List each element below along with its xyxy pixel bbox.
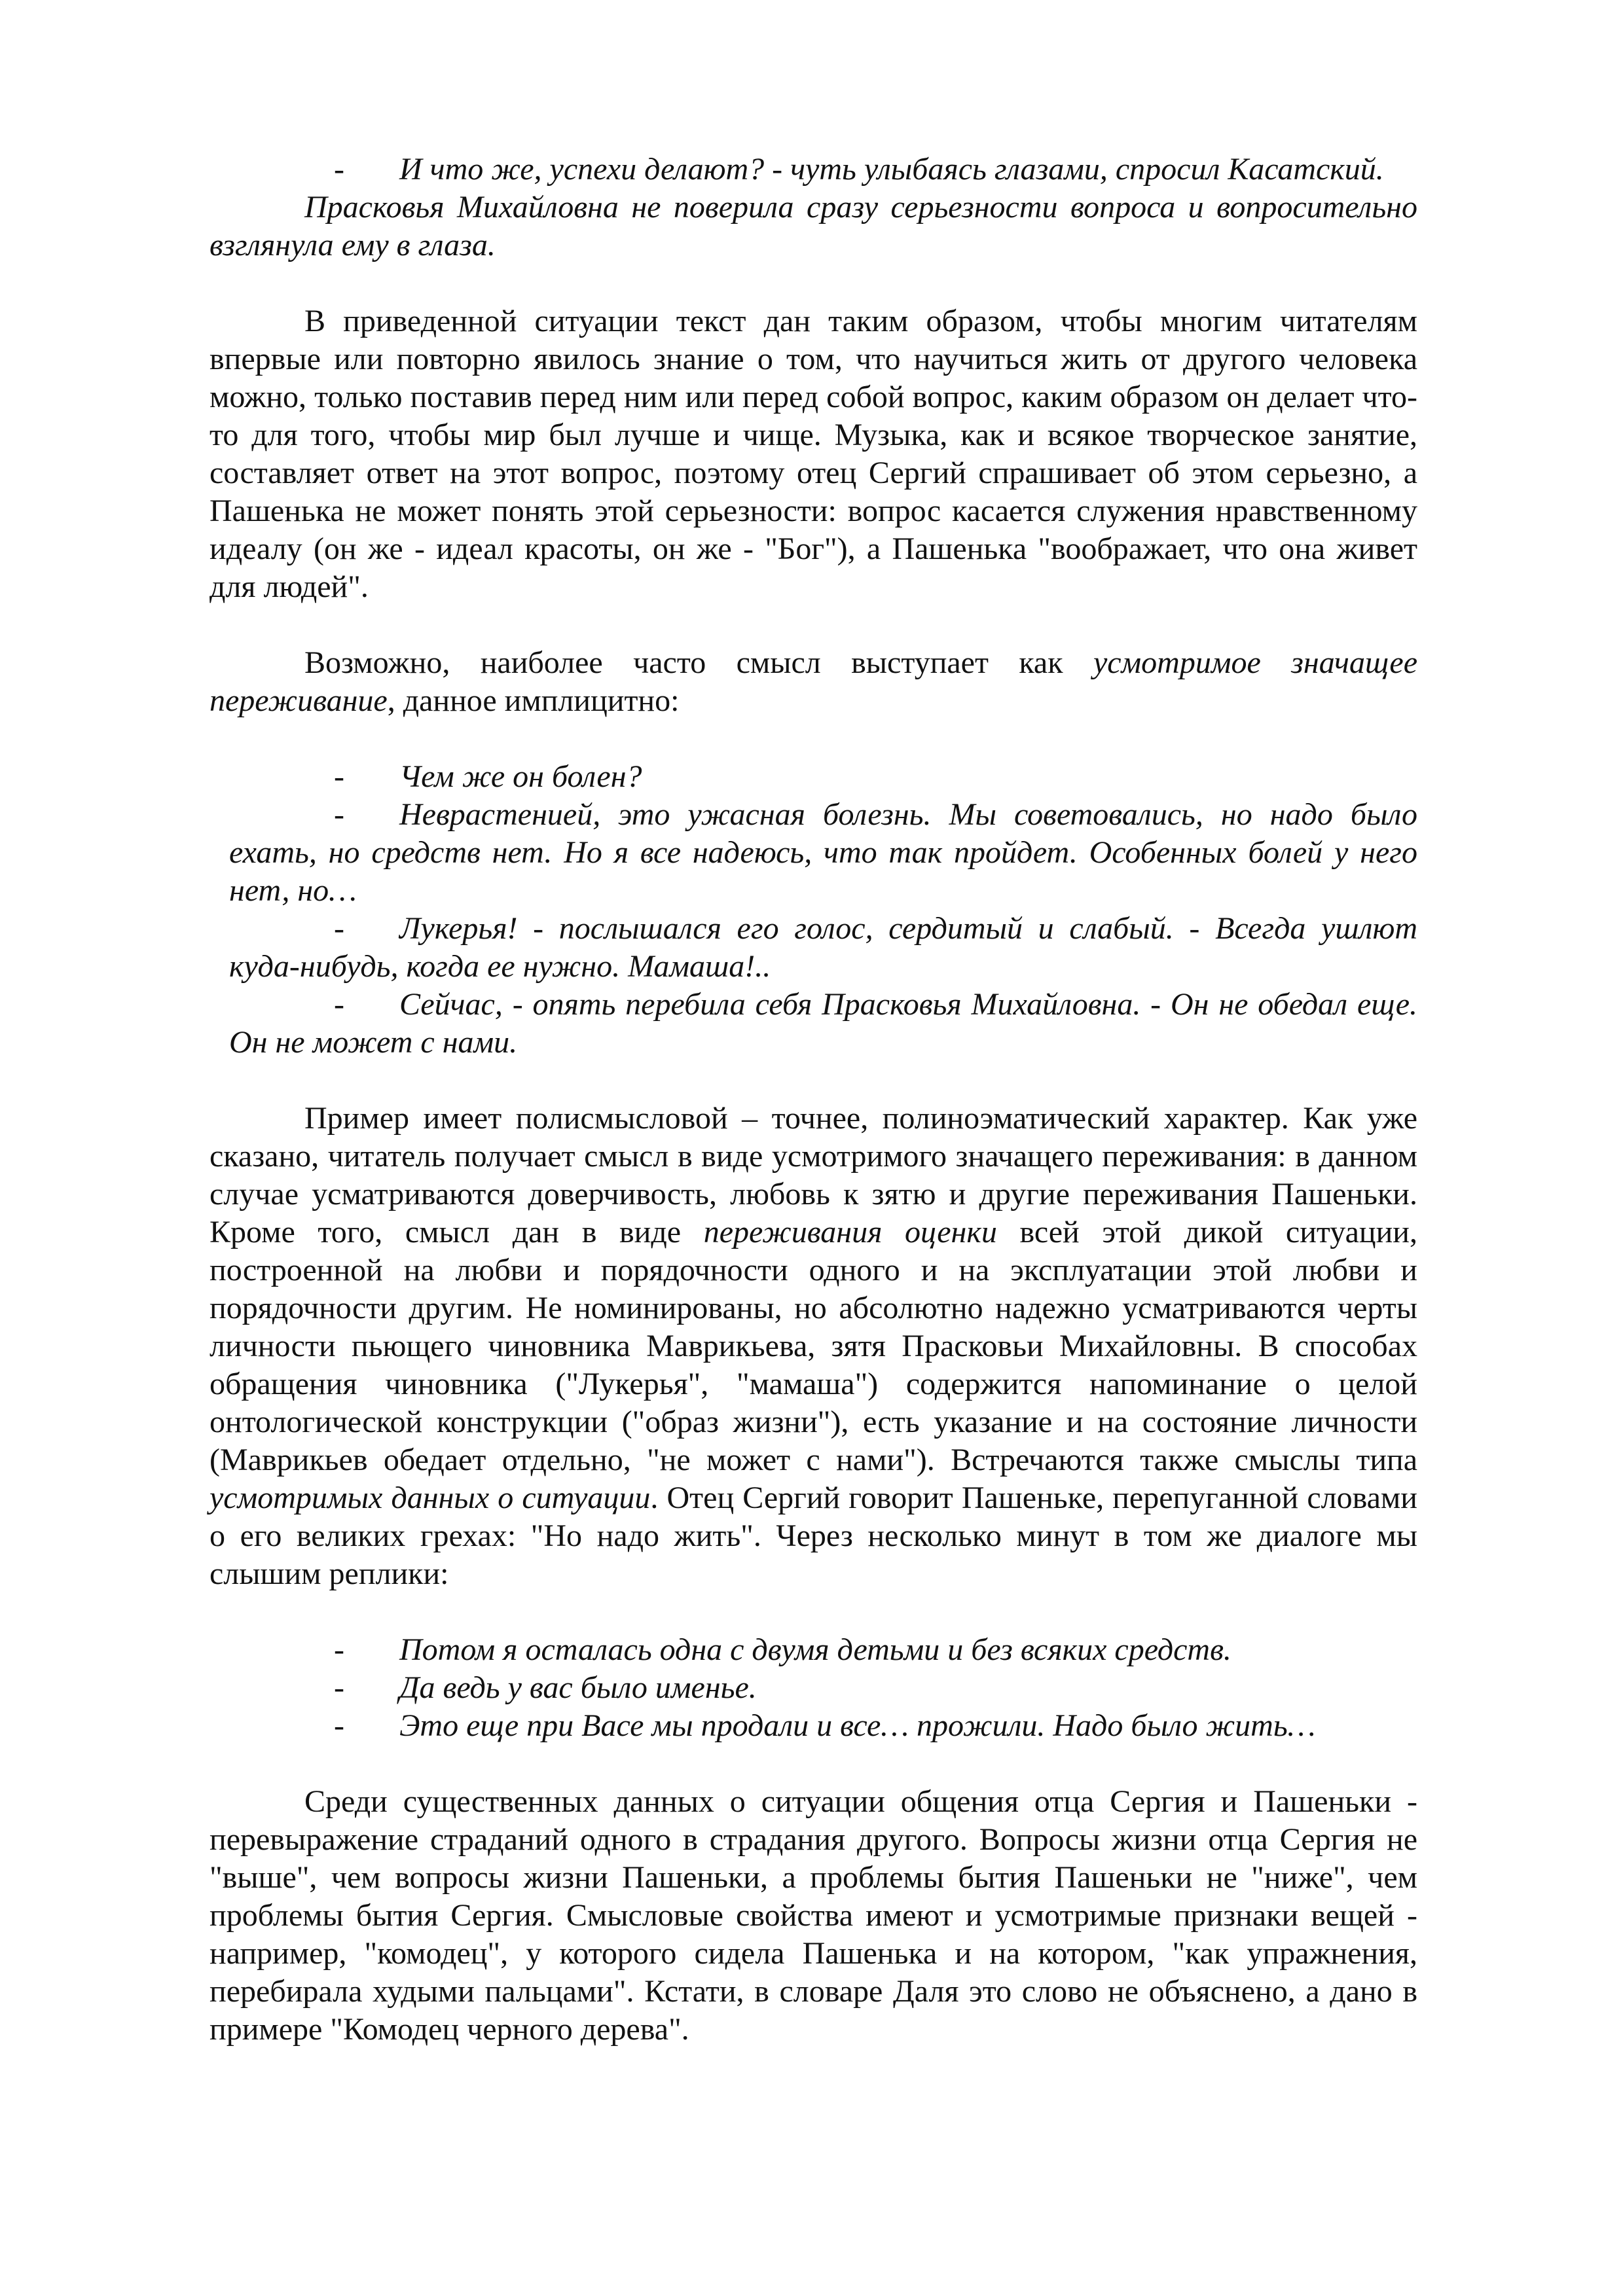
dialogue-line: - Чем же он болен?	[210, 758, 1417, 796]
dash: -	[334, 1670, 344, 1705]
dash: -	[334, 911, 344, 946]
dialogue-line: - И что же, успехи делают? - чуть улыбаясь глазами, спросил Касатский.	[210, 151, 1417, 188]
dialogue-line: - Сейчас, - опять перебила себя Прасковья Михайловна. - Он не обедал еще. Он не может с нами.	[229, 987, 1417, 1060]
dash: -	[334, 987, 344, 1022]
dash: -	[334, 759, 344, 794]
paragraph: В приведенной ситуации текст дан таким образом, чтобы многим читателям впервые или повторно явилось знание о том, что научиться жить от другого человека можно, только поставив перед ним или перед собой вопрос, каким образом он делает что-то для того, чтобы мир был лучше и чище. Музыка, как и всякое творческое занятие, составляет ответ на этот вопрос, поэтому отец Сергий спрашивает об этом серьезно, а Пашенька не может понять этой серьезности: вопрос касается служения нравственному идеалу (он же - идеал красоты, он же - "Бог"), а Пашенька "воображает, что она живет для людей".	[210, 304, 1417, 604]
dialogue-line: - Потом я осталась одна с двумя детьми и без всяких средств.	[210, 1631, 1417, 1669]
emphasis: переживания оценки	[703, 1215, 997, 1249]
dialogue-line: - Неврастенией, это ужасная болезнь. Мы советовались, но надо было ехать, но средств нет. Но я все надеюсь, что так пройдет. Особенных болей у него нет, но…	[229, 797, 1417, 908]
dialogue-line: - Да ведь у вас было именье.	[210, 1669, 1417, 1707]
dialogue-line: - Это еще при Васе мы продали и все… прожили. Надо было жить…	[210, 1707, 1417, 1745]
italic-paragraph: Прасковья Михайловна не поверила сразу серьезности вопроса и вопросительно взглянула ему в глаза.	[210, 190, 1417, 262]
dash: -	[334, 1708, 344, 1743]
paragraph: Среди существенных данных о ситуации общения отца Сергия и Пашеньки - перевыражение страданий одного в страдания другого. Вопросы жизни отца Сергия не "выше", чем вопросы жизни Пашеньки, а проблемы бытия Пашеньки не "ниже", чем проблемы бытия Сергия. Смысловые свойства имеют и усмотримые признаки вещей - например, "комодец", у которого сидела Пашенька и на котором, "как упражнения, перебирала худыми пальцами". Кстати, в словаре Даля это слово не объяснено, а дано в примере "Комодец черного дерева".	[210, 1784, 1417, 2047]
paragraph: Возможно, наиболее часто смысл выступает как усмотримое значащее переживание, данное имплицитно:	[210, 645, 1417, 718]
dash: -	[334, 1632, 344, 1667]
emphasis: усмотримых данных о ситуации	[210, 1480, 651, 1515]
emphasis: усмотримое значащее переживание	[210, 645, 1417, 718]
page-text	[210, 151, 1417, 2049]
paragraph: Пример имеет полисмысловой – точнее, полиноэматический характер. Как уже сказано, читатель получает смысл в виде усмотримого значащего переживания: в данном случае усматриваются доверчивость, любовь к зятю и другие переживания Пашеньки. Кроме того, смысл дан в виде переживания оценки всей этой дикой ситуации, построенной на любви и порядочности одного и на эксплуатации этой любви и порядочности другим. Не номинированы, но абсолютно надежно усматриваются черты личности пьющего чиновника Маврикьева, зятя Прасковьи Михайловны. В способах обращения чиновника ("Лукерья", "мамаша") содержится напоминание о целой онтологической конструкции ("образ жизни"), есть указание и на состояние личности (Маврикьев обедает отдельно, "не может с нами"). Встречаются также смыслы типа усмотримых данных о ситуации. Отец Сергий говорит Пашеньке, перепуганной словами о его великих грехах: "Но надо жить". Через несколько минут в том же диалоге мы слышим реплики:	[210, 1101, 1417, 1591]
dialogue-line: - Лукерья! - послышался его голос, сердитый и слабый. - Всегда ушлют куда-нибудь, когда ее нужно. Мамаша!..	[229, 911, 1417, 984]
dash: -	[334, 152, 344, 187]
dash: -	[334, 797, 344, 832]
